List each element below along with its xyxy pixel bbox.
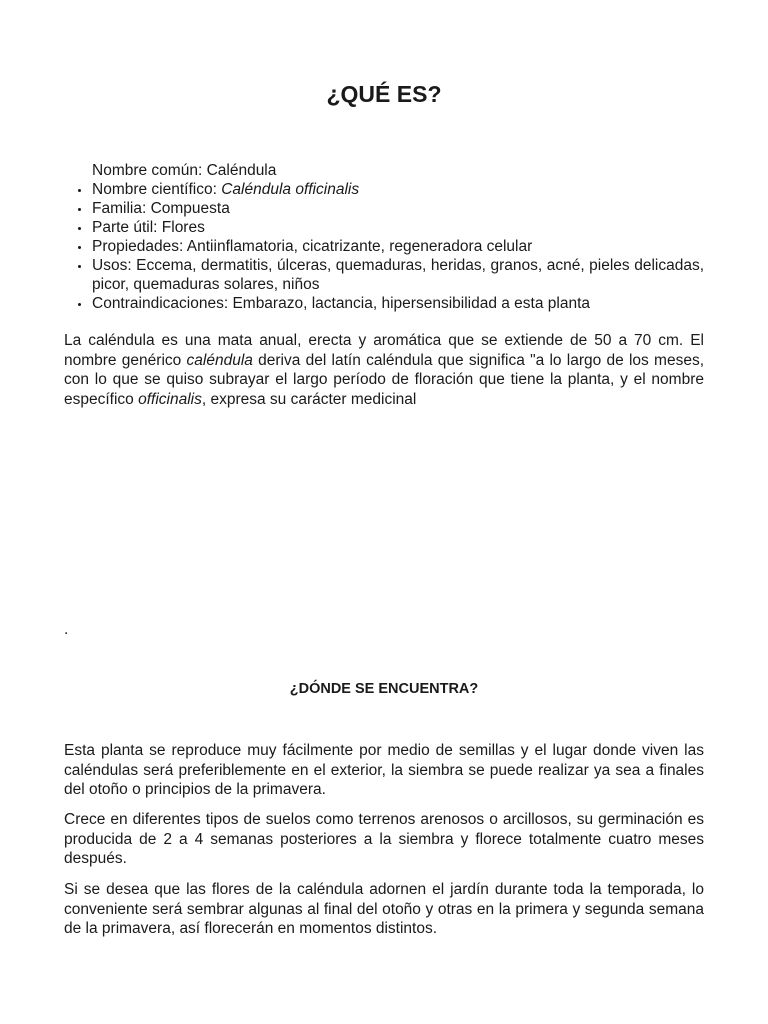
property-family: Familia: Compuesta <box>92 199 704 218</box>
property-useful-part: Parte útil: Flores <box>92 218 704 237</box>
intro-paragraph <box>64 331 704 409</box>
property-uses: Usos: Eccema, dermatitis, úlceras, quemaduras, heridas, granos, acné, pieles delicadas, picor, quemaduras solares, niños <box>92 257 704 293</box>
property-scientific-name <box>92 180 704 199</box>
intro-italic-1: caléndula <box>186 351 253 369</box>
property-contraindications: Contraindicaciones: Embarazo, lactancia, hipersensibilidad a esta planta <box>92 294 704 313</box>
intro-text-2: deriva del latín caléndula que significa "a lo largo de los meses, con lo que se quiso subrayar el largo período de floración que tiene la planta, y el nombre específico <box>64 351 705 408</box>
intro-italic-2: officinalis <box>138 390 202 408</box>
property-label: Nombre científico: <box>92 181 222 198</box>
scientific-name-italic: Caléndula officinalis <box>221 181 360 198</box>
body-paragraph: Esta planta se reproduce muy fácilmente por medio de semillas y el lugar donde viven las caléndulas será preferiblemente en el exterior, la siembra se puede realizar ya sea a finales del otoño o principios de la primavera. <box>64 742 704 798</box>
separator-dot: . <box>64 621 69 638</box>
section-title: ¿DÓNDE SE ENCUENTRA? <box>289 681 479 697</box>
body-paragraph: Crece en diferentes tipos de suelos como terrenos arenosos o arcillosos, su germinación es producida de 2 a 4 semanas posteriores a la siembra y florece totalmente cuatro meses después. <box>64 811 704 867</box>
intro-text-1: La caléndula es una mata anual, erecta y aromática que se extiende de 50 a 70 cm. El nombre genérico <box>64 332 704 369</box>
property-properties: Propiedades: Antiinflamatoria, cicatrizante, regeneradora celular <box>92 237 704 256</box>
body-paragraph: Si se desea que las flores de la caléndula adornen el jardín durante toda la temporada, lo conveniente será sembrar algunas al final del otoño y otras en la primera y segunda semana de la primavera, así florecerán en momentos distintos. <box>64 881 704 937</box>
properties-list <box>92 161 704 313</box>
page-title: ¿QUÉ ES? <box>326 81 442 107</box>
intro-text-3: , expresa su carácter medicinal <box>201 390 417 408</box>
property-common-name: Nombre común: Caléndula <box>92 162 277 179</box>
